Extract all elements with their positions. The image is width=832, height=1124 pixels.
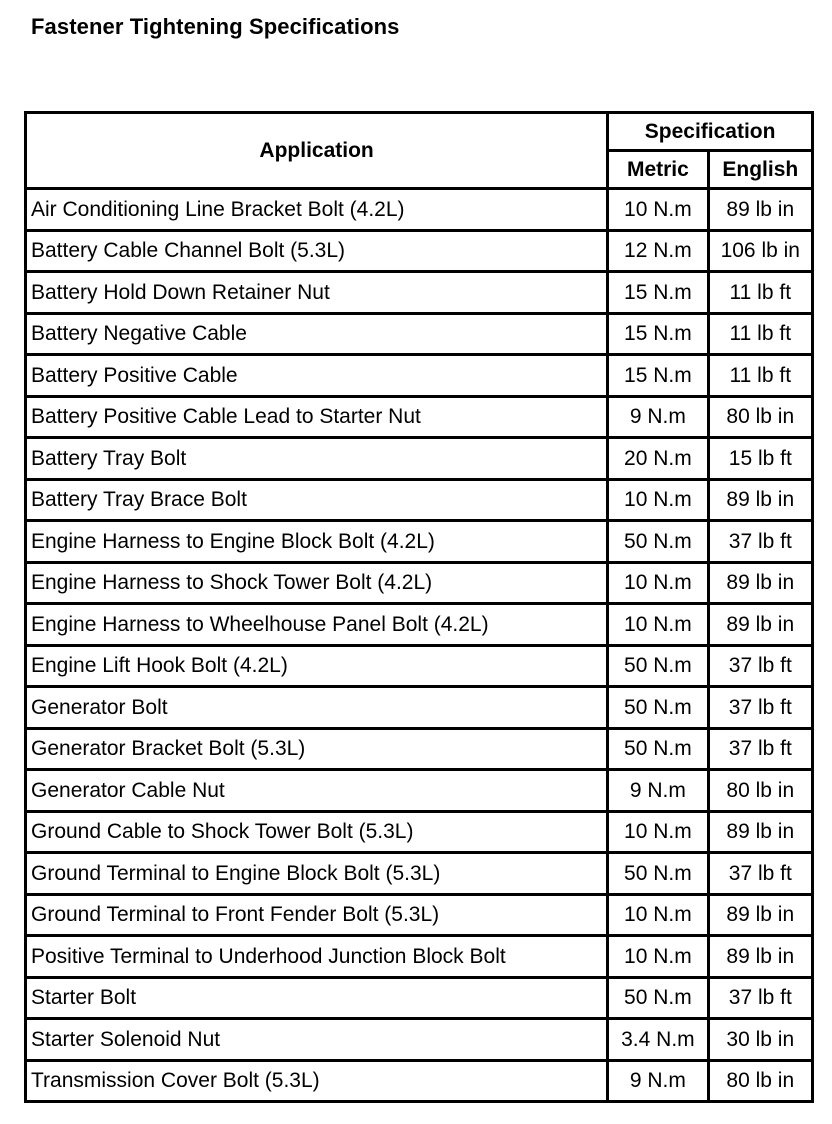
table-row [26, 604, 813, 646]
english-value-cell: 89 lb in [708, 189, 812, 231]
metric-value-cell: 10 N.m [608, 936, 708, 978]
metric-value-cell: 10 N.m [608, 479, 708, 521]
table-body [26, 189, 813, 1102]
application-cell: Battery Negative Cable [26, 313, 608, 355]
metric-value-cell: 9 N.m [608, 770, 708, 812]
metric-value-cell: 3.4 N.m [608, 1019, 708, 1061]
english-value-cell: 80 lb in [708, 396, 812, 438]
english-value-cell: 30 lb in [708, 1019, 812, 1061]
metric-value-cell: 20 N.m [608, 438, 708, 480]
english-value-cell: 37 lb ft [708, 687, 812, 729]
table-row [26, 894, 813, 936]
english-column-header: English [708, 151, 812, 189]
english-value-cell: 80 lb in [708, 1060, 812, 1102]
table-row [26, 479, 813, 521]
table-row [26, 1060, 813, 1102]
application-cell: Starter Solenoid Nut [26, 1019, 608, 1061]
metric-value-cell: 10 N.m [608, 894, 708, 936]
english-value-cell: 11 lb ft [708, 313, 812, 355]
english-value-cell: 15 lb ft [708, 438, 812, 480]
application-cell: Battery Positive Cable [26, 355, 608, 397]
metric-value-cell: 10 N.m [608, 562, 708, 604]
table-row [26, 438, 813, 480]
metric-value-cell: 15 N.m [608, 355, 708, 397]
english-value-cell: 37 lb ft [708, 853, 812, 895]
application-column-header: Application [26, 113, 608, 189]
application-cell: Generator Cable Nut [26, 770, 608, 812]
table-row [26, 189, 813, 231]
metric-value-cell: 12 N.m [608, 230, 708, 272]
metric-value-cell: 50 N.m [608, 977, 708, 1019]
application-cell: Starter Bolt [26, 977, 608, 1019]
table-row [26, 977, 813, 1019]
metric-value-cell: 9 N.m [608, 396, 708, 438]
table-row [26, 811, 813, 853]
table-row [26, 230, 813, 272]
english-value-cell: 89 lb in [708, 604, 812, 646]
application-cell: Generator Bracket Bolt (5.3L) [26, 728, 608, 770]
metric-value-cell: 50 N.m [608, 853, 708, 895]
metric-value-cell: 10 N.m [608, 811, 708, 853]
table-row [26, 728, 813, 770]
application-cell: Generator Bolt [26, 687, 608, 729]
application-cell: Battery Positive Cable Lead to Starter Nut [26, 396, 608, 438]
english-value-cell: 89 lb in [708, 811, 812, 853]
english-value-cell: 80 lb in [708, 770, 812, 812]
application-cell: Engine Lift Hook Bolt (4.2L) [26, 645, 608, 687]
english-value-cell: 89 lb in [708, 562, 812, 604]
table-header [26, 113, 813, 189]
english-value-cell: 89 lb in [708, 936, 812, 978]
specification-column-header: Specification [608, 113, 813, 151]
english-value-cell: 37 lb ft [708, 728, 812, 770]
english-value-cell: 89 lb in [708, 894, 812, 936]
metric-value-cell: 10 N.m [608, 604, 708, 646]
table-row [26, 853, 813, 895]
metric-value-cell: 15 N.m [608, 313, 708, 355]
english-value-cell: 37 lb ft [708, 977, 812, 1019]
fastener-spec-table [24, 111, 814, 1103]
page-title: Fastener Tightening Specifications [31, 14, 400, 39]
table-row [26, 272, 813, 314]
application-cell: Ground Cable to Shock Tower Bolt (5.3L) [26, 811, 608, 853]
english-value-cell: 37 lb ft [708, 645, 812, 687]
metric-column-header: Metric [608, 151, 708, 189]
table-row [26, 355, 813, 397]
application-cell: Positive Terminal to Underhood Junction Block Bolt [26, 936, 608, 978]
english-value-cell: 89 lb in [708, 479, 812, 521]
english-value-cell: 37 lb ft [708, 521, 812, 563]
application-cell: Air Conditioning Line Bracket Bolt (4.2L) [26, 189, 608, 231]
metric-value-cell: 9 N.m [608, 1060, 708, 1102]
application-cell: Ground Terminal to Engine Block Bolt (5.3L) [26, 853, 608, 895]
application-cell: Battery Hold Down Retainer Nut [26, 272, 608, 314]
table-row [26, 770, 813, 812]
table-row [26, 1019, 813, 1061]
english-value-cell: 11 lb ft [708, 272, 812, 314]
application-cell: Engine Harness to Wheelhouse Panel Bolt (4.2L) [26, 604, 608, 646]
metric-value-cell: 10 N.m [608, 189, 708, 231]
metric-value-cell: 50 N.m [608, 645, 708, 687]
application-cell: Transmission Cover Bolt (5.3L) [26, 1060, 608, 1102]
metric-value-cell: 15 N.m [608, 272, 708, 314]
metric-value-cell: 50 N.m [608, 728, 708, 770]
metric-value-cell: 50 N.m [608, 687, 708, 729]
table-row [26, 313, 813, 355]
application-cell: Battery Cable Channel Bolt (5.3L) [26, 230, 608, 272]
table-row [26, 687, 813, 729]
application-cell: Battery Tray Bolt [26, 438, 608, 480]
application-cell: Battery Tray Brace Bolt [26, 479, 608, 521]
english-value-cell: 106 lb in [708, 230, 812, 272]
table-row [26, 521, 813, 563]
application-cell: Engine Harness to Engine Block Bolt (4.2L) [26, 521, 608, 563]
application-cell: Engine Harness to Shock Tower Bolt (4.2L) [26, 562, 608, 604]
table-row [26, 936, 813, 978]
metric-value-cell: 50 N.m [608, 521, 708, 563]
english-value-cell: 11 lb ft [708, 355, 812, 397]
table-row [26, 396, 813, 438]
table-row [26, 645, 813, 687]
application-cell: Ground Terminal to Front Fender Bolt (5.3L) [26, 894, 608, 936]
table-row [26, 562, 813, 604]
